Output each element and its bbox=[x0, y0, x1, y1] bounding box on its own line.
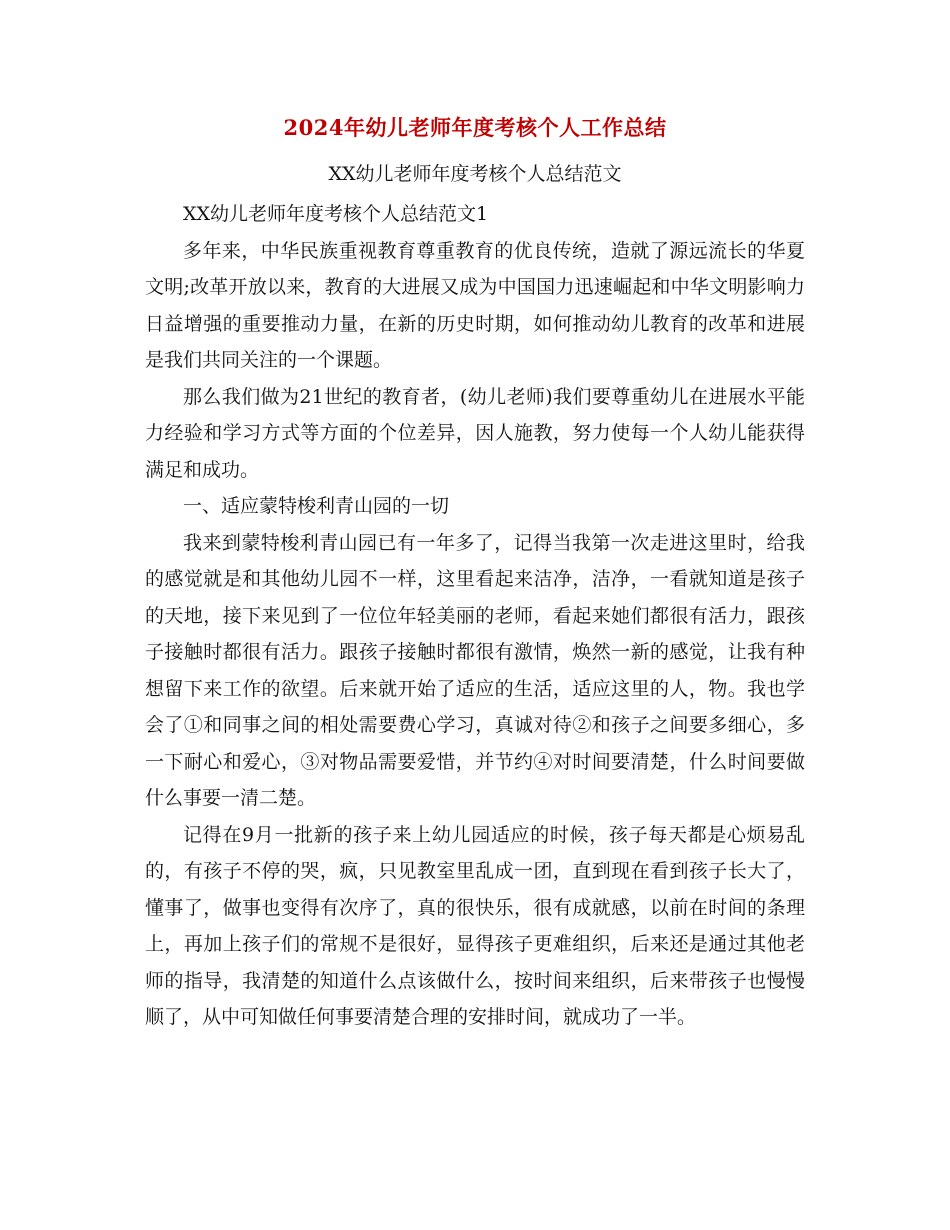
document-title: 2024年幼儿老师年度考核个人工作总结 bbox=[283, 115, 667, 140]
document-subtitle: XX幼儿老师年度考核个人总结范文 bbox=[328, 163, 622, 185]
paragraph: 我来到蒙特梭利青山园已有一年多了，记得当我第一次走进这里时，给我的感觉就是和其他幼儿园不一样，这里看起来洁净，洁净，一看就知道是孩子的天地，接下来见到了一位位年轻美丽的老师，看起来她们都很有活力，跟孩子接触时都很有活力。跟孩子接触时都很有激情，焕然一新的感觉，让我有种想留下来工作的欲望。后来就开始了适应的生活，适应这里的人，物。我也学会了①和同事之间的相处需要费心学习，真诚对待②和孩子之间要多细心，多一下耐心和爱心，③对物品需要爱惜，并节约④对时间要清楚，什么时间要做什么事要一清二楚。 bbox=[145, 531, 805, 809]
section-heading: XX幼儿老师年度考核个人总结范文1 bbox=[183, 203, 489, 225]
paragraph: 那么我们做为21世纪的教育者，(幼儿老师)我们要尊重幼儿在进展水平能力经验和学习方式等方面的个位差异，因人施教，努力使每一个人幼儿能获得满足和成功。 bbox=[145, 385, 805, 481]
paragraph: 多年来，中华民族重视教育尊重教育的优良传统，造就了源远流长的华夏文明;改革开放以来，教育的大进展又成为中国国力迅速崛起和中华文明影响力日益增强的重要推动力量，在新的历史时期，如何推动幼儿教育的改革和进展是我们共同关注的一个课题。 bbox=[145, 239, 805, 371]
section-heading: 一、适应蒙特梭利青山园的一切 bbox=[183, 495, 450, 517]
paragraph: 记得在9月一批新的孩子来上幼儿园适应的时候，孩子每天都是心烦易乱的，有孩子不停的哭，疯，只见教室里乱成一团，直到现在看到孩子长大了，懂事了，做事也变得有次序了，真的很快乐，很有成就感，以前在时间的条理上，再加上孩子们的常规不是很好，显得孩子更难组织，后来还是通过其他老师的指导，我清楚的知道什么点该做什么，按时间来组织，后来带孩子也慢慢顺了，从中可知做任何事要清楚合理的安排时间，就成功了一半。 bbox=[145, 823, 805, 1028]
document-body bbox=[145, 196, 805, 1036]
